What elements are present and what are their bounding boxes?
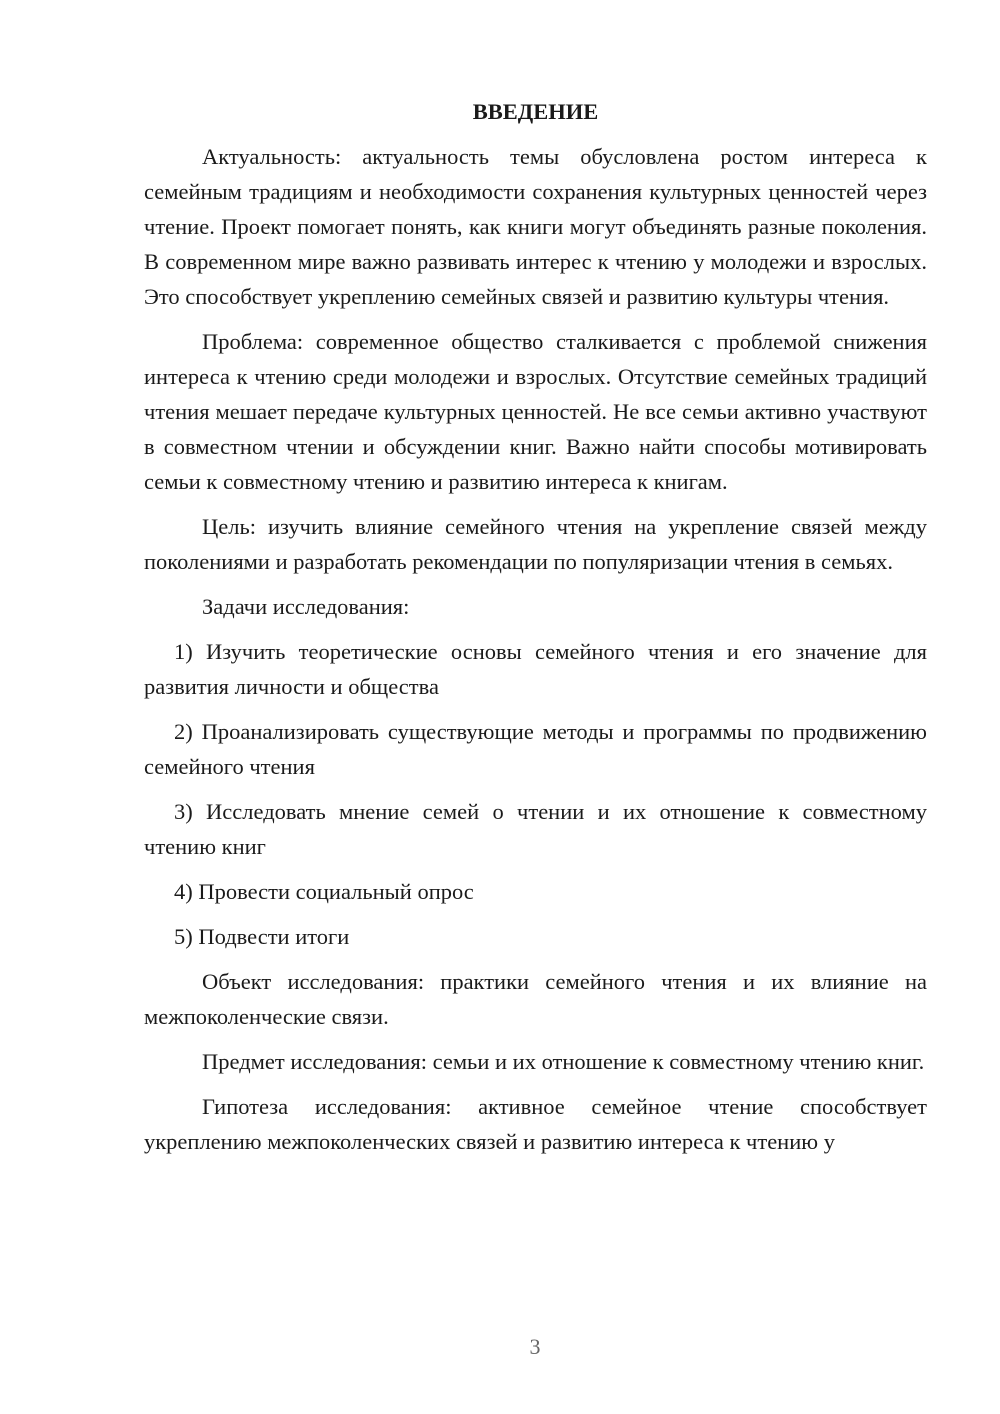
paragraph-object: Объект исследования: практики семейного чтения и их влияние на межпоколенческие связи. xyxy=(144,969,927,1029)
paragraph-hypothesis: Гипотеза исследования: активное семейное чтение способствует укреплению межпоколенческих связей и развитию интереса к чтению у xyxy=(144,1094,927,1154)
list-item: 1) Изучить теоретические основы семейного чтения и его значение для развития личности и общества xyxy=(144,639,927,699)
page-content xyxy=(144,94,927,1169)
tasks-heading: Задачи исследования: xyxy=(202,594,410,619)
list-item: 2) Проанализировать существующие методы и программы по продвижению семейного чтения xyxy=(144,719,927,779)
list-item: 4) Провести социальный опрос xyxy=(174,879,474,904)
list-item: 5) Подвести итоги xyxy=(174,924,350,949)
paragraph-problem: Проблема: современное общество сталкивается с проблемой снижения интереса к чтению среди молодежи и взрослых. Отсутствие семейных традиций чтения мешает передаче культурных ценностей. Не все семьи активно участвуют в совместном чтении и обсуждении книг. Важно найти способы мотивировать семьи к совместному чтению и развитию интереса к книгам. xyxy=(144,329,927,494)
paragraph-subject: Предмет исследования: семьи и их отношение к совместному чтению книг. xyxy=(202,1049,925,1074)
list-item: 3) Исследовать мнение семей о чтении и их отношение к совместному чтению книг xyxy=(144,799,927,859)
paragraph-relevance: Актуальность: актуальность темы обусловлена ростом интереса к семейным традициям и необходимости сохранения культурных ценностей через чтение. Проект помогает понять, как книги могут объединять разные поколения. В современном мире важно развивать интерес к чтению у молодежи и взрослых. Это способствует укреплению семейных связей и развитию культуры чтения. xyxy=(144,144,927,309)
page-title: ВВЕДЕНИЕ xyxy=(472,99,599,124)
page-number: 3 xyxy=(529,1334,541,1359)
paragraph-goal: Цель: изучить влияние семейного чтения на укрепление связей между поколениями и разработать рекомендации по популяризации чтения в семьях. xyxy=(144,514,927,574)
